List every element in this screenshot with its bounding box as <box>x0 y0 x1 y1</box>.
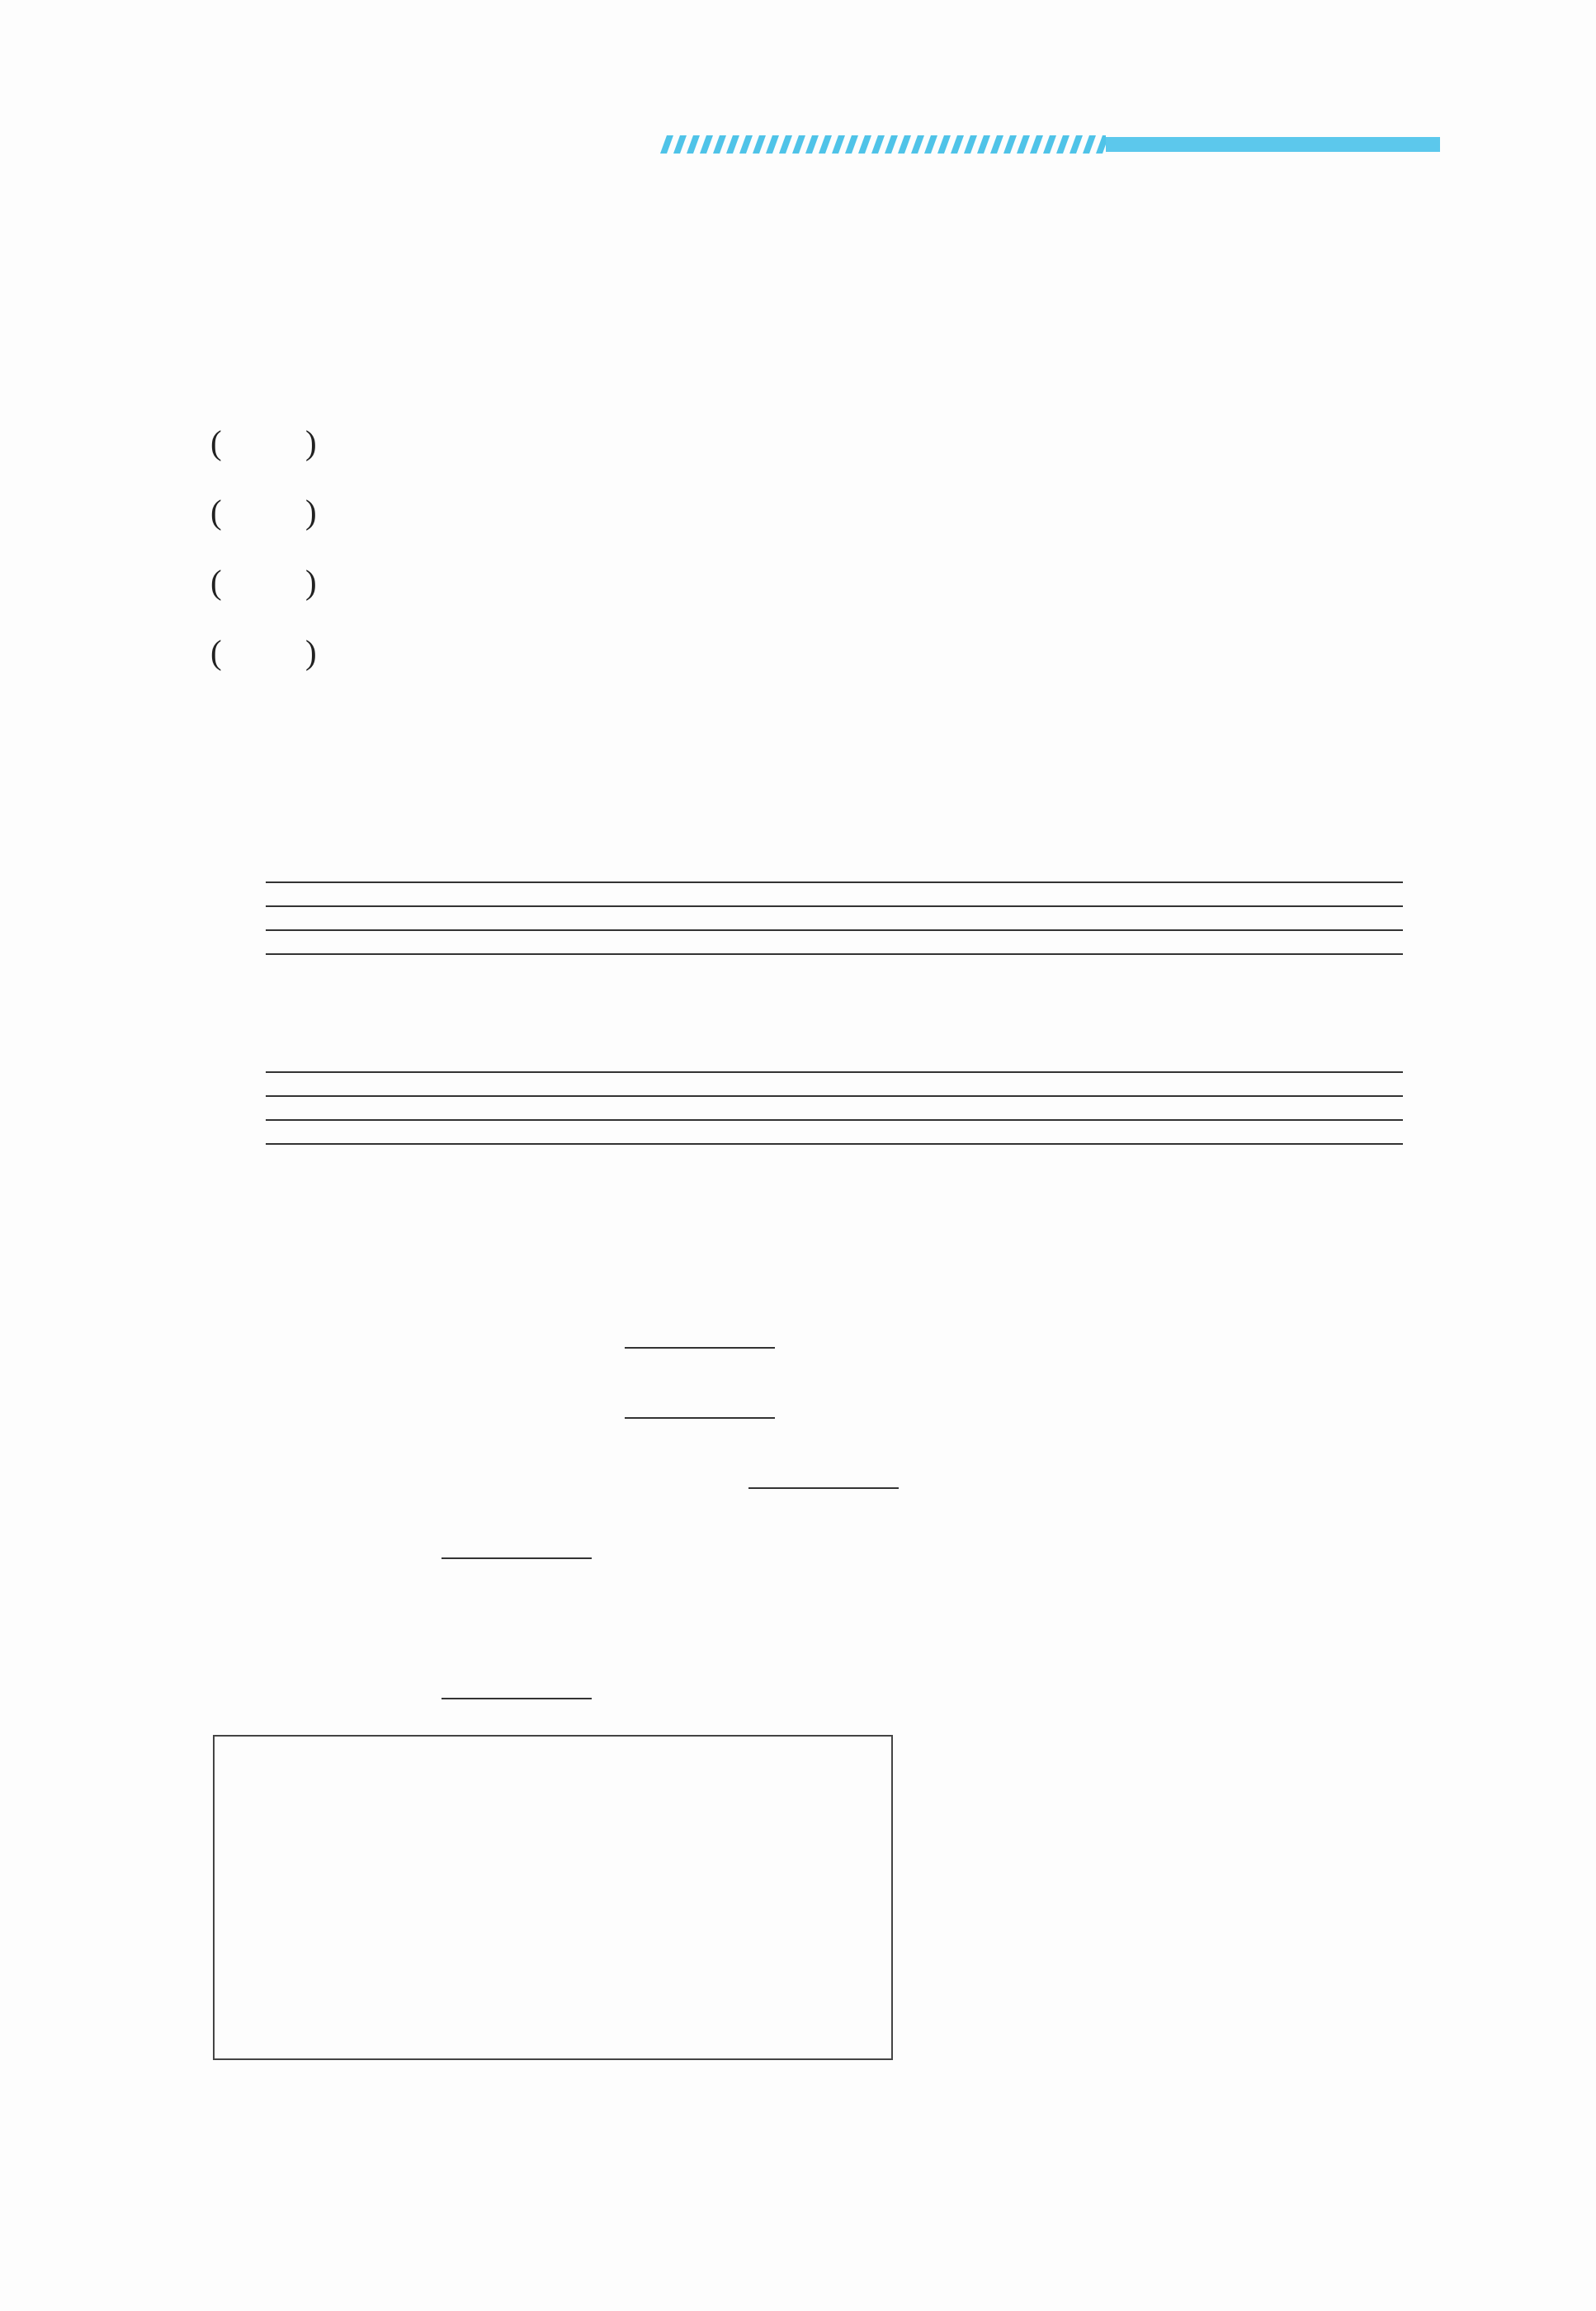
list-item: ( ) <box>210 633 319 671</box>
header-stripe-decoration <box>660 135 1440 154</box>
list-item: ( ) <box>210 563 319 601</box>
writing-line <box>266 881 1403 883</box>
writing-line <box>266 1071 1403 1073</box>
answer-blank <box>748 1487 899 1489</box>
writing-line <box>266 929 1403 931</box>
options-box <box>213 1735 893 2060</box>
answer-blank <box>625 1347 775 1349</box>
list-item: ( ) <box>210 423 319 461</box>
answer-blank <box>441 1557 592 1559</box>
writing-line <box>266 1095 1403 1097</box>
writing-line <box>266 953 1403 955</box>
writing-line <box>266 1143 1403 1145</box>
answer-blank <box>441 1698 592 1699</box>
list-item: ( ) <box>210 493 319 531</box>
writing-line <box>266 1119 1403 1121</box>
writing-line <box>266 905 1403 907</box>
running-header <box>1201 94 1219 125</box>
answer-blank <box>625 1417 775 1419</box>
